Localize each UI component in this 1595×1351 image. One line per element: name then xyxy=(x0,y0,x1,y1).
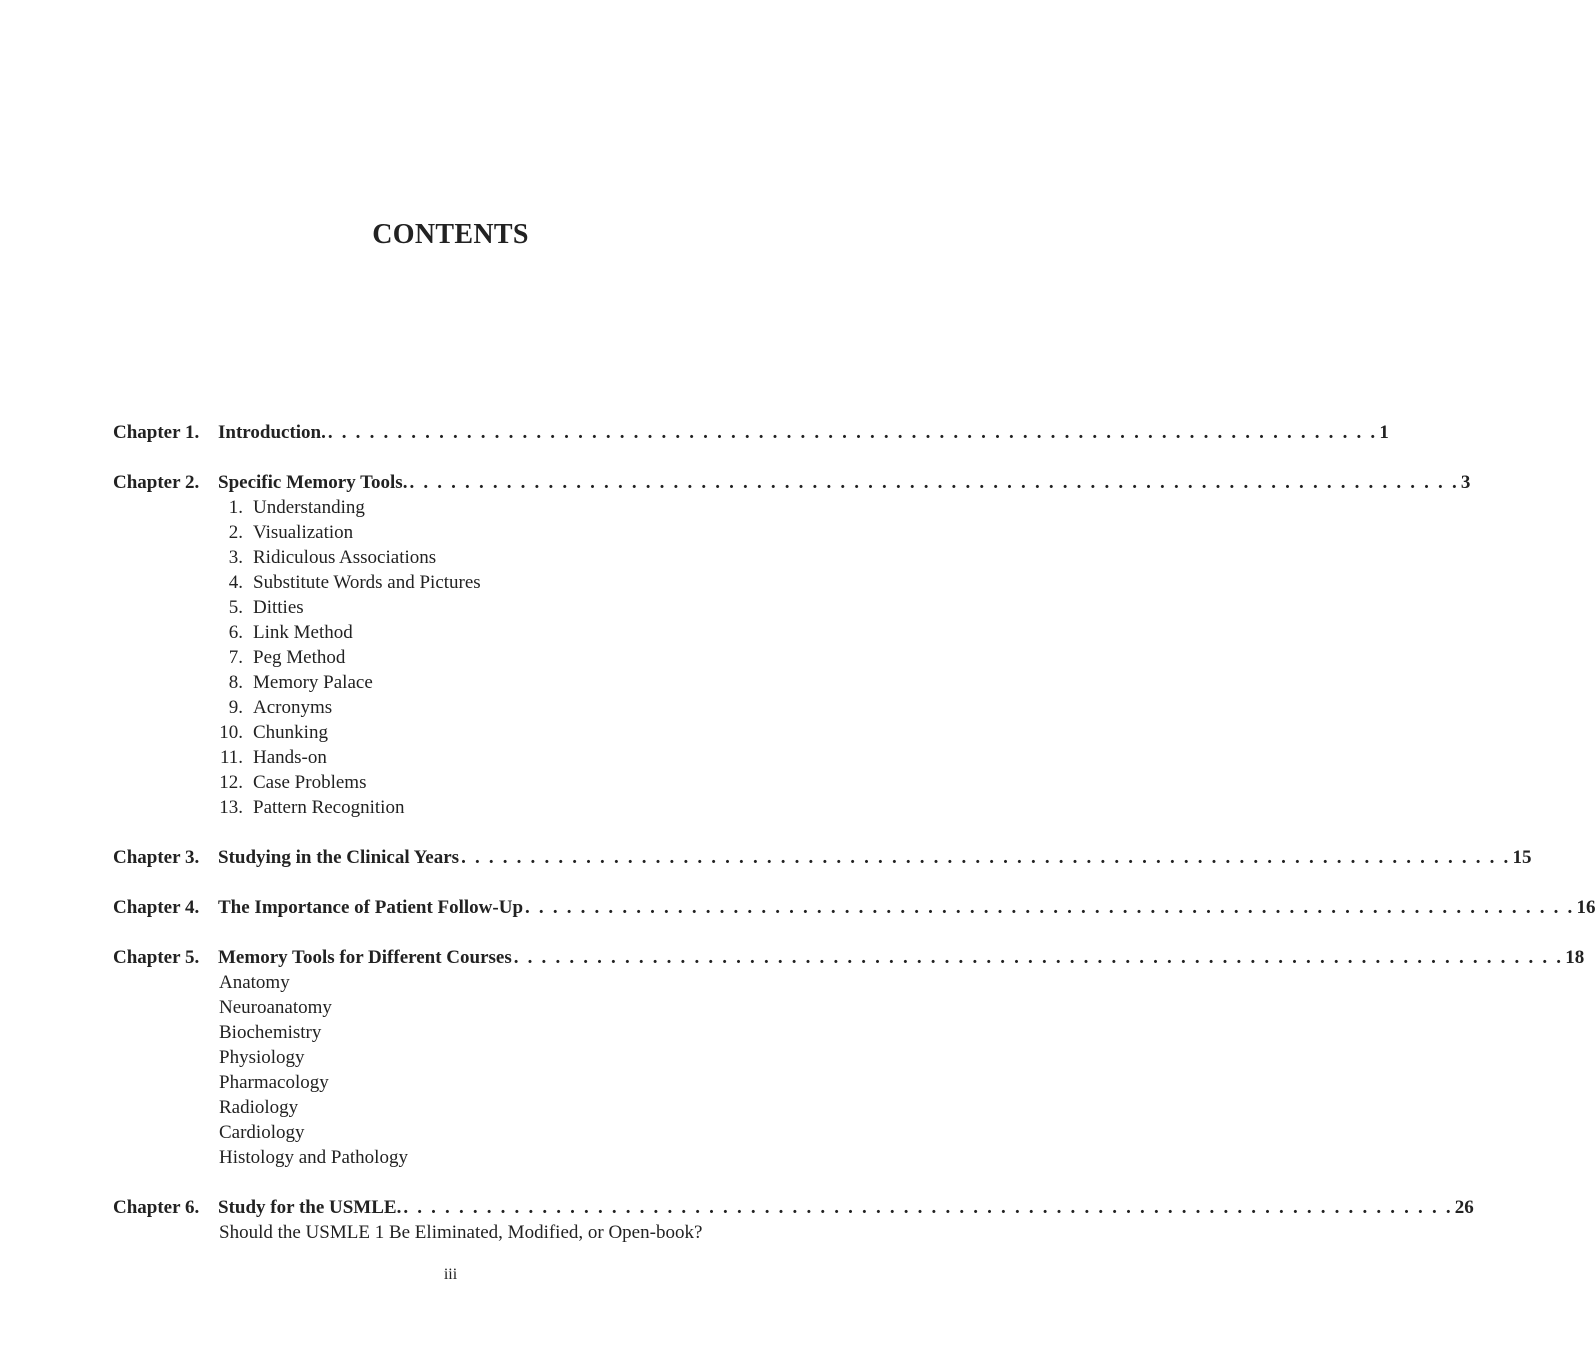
chapter-page-number: 15 xyxy=(1512,847,1532,868)
chapter-label: Chapter 2. xyxy=(113,472,200,493)
page-number-folio: iii xyxy=(443,1266,458,1283)
dot-leader: . . . . . . . . . . . . . . . . . . . . . . . . . . . . . . . . . . . . . . . . . . . . . . . . . . . . . . . . . . . . . . . . . . . . . . . . . . . . xyxy=(409,472,1459,493)
chapter-page-number: 26 xyxy=(1454,1197,1474,1218)
toc-chapter-4-entry[interactable] xyxy=(113,895,1595,920)
subitem-number: 12. xyxy=(219,772,243,793)
toc-subitem[interactable]: Pharmacology xyxy=(219,1072,329,1093)
toc-subitem[interactable] xyxy=(113,545,789,570)
chapter-label: Chapter 1. xyxy=(113,422,200,443)
chapter-page-number: 3 xyxy=(1460,472,1471,493)
dot-leader: . . . . . . . . . . . . . . . . . . . . . . . . . . . . . . . . . . . . . . . . . . . . . . . . . . . . . . . . . . . . . . . . . . . . . . . . . . . . xyxy=(403,1197,1453,1218)
chapter-label: Chapter 3. xyxy=(113,847,200,868)
subitem-number: 2. xyxy=(228,522,243,543)
toc-subitem[interactable]: Cardiology xyxy=(219,1122,305,1143)
chapter-label: Chapter 5. xyxy=(113,947,200,968)
toc-chapter-4 xyxy=(113,895,1595,920)
toc-subitem[interactable] xyxy=(113,795,789,820)
toc-subitem[interactable] xyxy=(113,720,789,745)
toc-chapter-2 xyxy=(113,470,1471,820)
dot-leader: . . . . . . . . . . . . . . . . . . . . . . . . . . . . . . . . . . . . . . . . . . . . . . . . . . . . . . . . . . . . . . . . . . . . . . . . . . . . xyxy=(461,847,1511,868)
subitem-text: Hands-on xyxy=(253,747,327,768)
chapter-6-topics xyxy=(113,1220,789,1245)
toc-subitem[interactable] xyxy=(113,745,789,770)
toc-subitem[interactable]: Biochemistry xyxy=(219,1022,322,1043)
chapter-title: Study for the USMLE. xyxy=(218,1197,402,1218)
chapter-page-number: 1 xyxy=(1379,422,1389,443)
dot-leader: . . . . . . . . . . . . . . . . . . . . . . . . . . . . . . . . . . . . . . . . . . . . . . . . . . . . . . . . . . . . . . . . . . . . . . . . . . . . xyxy=(525,897,1575,918)
toc-chapter-1-entry[interactable] xyxy=(113,420,1389,445)
subitem-number: 11. xyxy=(219,747,243,768)
dot-leader: . . . . . . . . . . . . . . . . . . . . . . . . . . . . . . . . . . . . . . . . . . . . . . . . . . . . . . . . . . . . . . . . . . . . . . . . . . . . xyxy=(327,422,1378,443)
toc-chapter-2-entry[interactable] xyxy=(113,470,1471,495)
toc-subitem[interactable]: Histology and Pathology xyxy=(219,1147,408,1168)
subitem-number: 9. xyxy=(228,697,243,718)
table-of-contents xyxy=(113,420,1595,1245)
subitem-text: Substitute Words and Pictures xyxy=(253,572,481,593)
toc-subitem[interactable] xyxy=(113,620,789,645)
toc-chapter-5-entry[interactable] xyxy=(113,945,1585,970)
subitem-text: Memory Palace xyxy=(253,672,373,693)
chapter-2-topics xyxy=(113,495,789,820)
toc-chapter-1 xyxy=(113,420,1389,445)
subitem-text: Ridiculous Associations xyxy=(253,547,437,568)
subitem-text: Chunking xyxy=(253,722,328,743)
subitem-text: Understanding xyxy=(253,497,365,518)
chapter-title: Studying in the Clinical Years xyxy=(218,847,460,868)
subitem-text: Ditties xyxy=(253,597,304,618)
toc-subitem[interactable]: Physiology xyxy=(219,1047,305,1068)
chapter-title: Memory Tools for Different Courses xyxy=(218,947,512,968)
chapter-label: Chapter 6. xyxy=(113,1197,200,1218)
chapter-page-number: 16 xyxy=(1576,897,1595,918)
subitem-number: 5. xyxy=(228,597,243,618)
subitem-number: 7. xyxy=(228,647,243,668)
toc-subitem[interactable]: Radiology xyxy=(219,1097,299,1118)
toc-chapter-6-entry[interactable] xyxy=(113,1195,1474,1220)
subitem-text: Visualization xyxy=(253,522,354,543)
subitem-text: Acronyms xyxy=(253,697,333,718)
subitem-number: 8. xyxy=(228,672,243,693)
subitem-text: Link Method xyxy=(253,622,353,643)
page-title: CONTENTS xyxy=(372,219,529,250)
chapter-title: Introduction. xyxy=(218,422,326,443)
subitem-text: Peg Method xyxy=(253,647,346,668)
dot-leader: . . . . . . . . . . . . . . . . . . . . . . . . . . . . . . . . . . . . . . . . . . . . . . . . . . . . . . . . . . . . . . . . . . . . . . . . . . . . xyxy=(513,947,1564,968)
toc-chapter-6 xyxy=(113,1195,1474,1245)
toc-subitem[interactable] xyxy=(113,495,789,520)
toc-subitem[interactable] xyxy=(113,595,789,620)
toc-chapter-3-entry[interactable] xyxy=(113,845,1532,870)
toc-subitem[interactable]: Anatomy xyxy=(219,972,290,993)
toc-subitem[interactable] xyxy=(113,670,789,695)
toc-subitem[interactable] xyxy=(113,695,789,720)
chapter-page-number: 18 xyxy=(1565,947,1585,968)
toc-subitem[interactable] xyxy=(113,520,789,545)
toc-subitem[interactable] xyxy=(113,770,789,795)
chapter-label: Chapter 4. xyxy=(113,897,200,918)
subitem-number: 13. xyxy=(219,797,243,818)
chapter-title: Specific Memory Tools. xyxy=(218,472,408,493)
toc-chapter-3 xyxy=(113,845,1532,870)
subitem-number: 10. xyxy=(219,722,243,743)
subitem-text: Case Problems xyxy=(253,772,367,793)
subitem-number: 3. xyxy=(228,547,243,568)
toc-chapter-5 xyxy=(113,945,1585,1170)
subitem-text: Pattern Recognition xyxy=(253,797,405,818)
subitem-number: 4. xyxy=(228,572,243,593)
toc-subitem[interactable] xyxy=(113,570,789,595)
chapter-5-topics xyxy=(113,970,789,1170)
subitem-number: 6. xyxy=(228,622,243,643)
toc-subitem[interactable] xyxy=(113,645,789,670)
chapter-title: The Importance of Patient Follow-Up xyxy=(218,897,524,918)
toc-subitem[interactable]: Neuroanatomy xyxy=(219,997,332,1018)
subitem-number: 1. xyxy=(228,497,243,518)
toc-subitem[interactable]: Should the USMLE 1 Be Eliminated, Modified, or Open-book? xyxy=(219,1222,703,1243)
